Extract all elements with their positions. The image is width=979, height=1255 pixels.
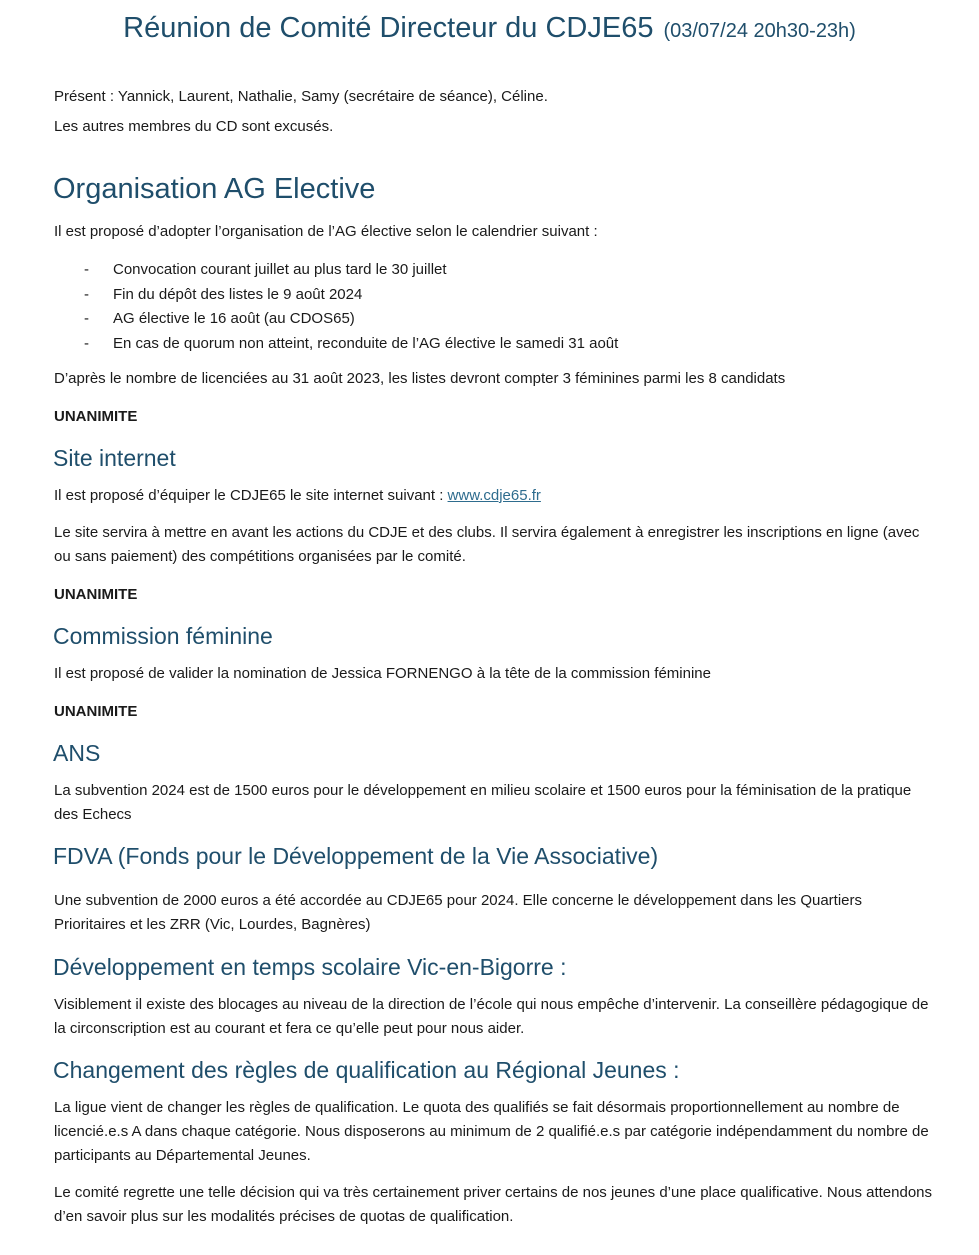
meeting-date: (03/07/24 20h30-23h): [663, 20, 856, 42]
ag-vote: UNANIMITE: [54, 408, 138, 425]
list-item-text: Convocation courant juillet au plus tard le 30 juillet: [113, 261, 447, 278]
list-item-text: AG élective le 16 août (au CDOS65): [113, 310, 355, 327]
vic-body: Visiblement il existe des blocages au niveau de la direction de l’école qui nous empêche d’intervenir. La conseillère pédagogique de la circonscription est au courant et fera ce qu’elle peut pour nous aider.: [54, 996, 929, 1037]
ag-note: D’après le nombre de licenciées au 31 août 2023, les listes devront compter 3 féminines parmi les 8 candidats: [54, 370, 786, 387]
dash-bullet: -: [84, 310, 89, 327]
ans-body: La subvention 2024 est de 1500 euros pour le développement en milieu scolaire et 1500 euros pour la féminisation de la pratique des Echecs: [54, 782, 912, 823]
commission-vote: UNANIMITE: [54, 703, 138, 720]
site-intro-text: Il est proposé d’équiper le CDJE65 le site internet suivant :: [54, 487, 448, 504]
heading-fdva: FDVA (Fonds pour le Développement de la Vie Associative): [53, 843, 659, 869]
regional-body-1: La ligue vient de changer les règles de qualification. Le quota des qualifiés se fait désormais proportionnellement au nombre de licencié.e.s A dans chaque catégorie. Nous disposerons au minimum de 2 qualifié.e.s par catégorie indépendamment du nombre de participants au Départemental Jeunes.: [54, 1099, 929, 1164]
heading-commission-feminine: Commission féminine: [53, 623, 273, 649]
heading-site-internet: Site internet: [53, 445, 176, 471]
site-vote: UNANIMITE: [54, 586, 138, 603]
list-item: [84, 258, 618, 283]
list-item: [84, 283, 618, 308]
heading-vic-en-bigorre: Développement en temps scolaire Vic-en-Bigorre :: [53, 954, 567, 980]
site-intro: [54, 484, 934, 508]
fdva-body: Une subvention de 2000 euros a été accordée au CDJE65 pour 2024. Elle concerne le développement dans les Quartiers Prioritaires et les ZRR (Vic, Lourdes, Bagnères): [54, 892, 863, 933]
dash-bullet: -: [84, 285, 89, 303]
document-title: [0, 12, 979, 45]
dash-bullet: -: [84, 261, 89, 278]
excused-line: Les autres membres du CD sont excusés.: [54, 118, 334, 135]
list-item: [84, 307, 618, 332]
site-body: Le site servira à mettre en avant les actions du CDJE et des clubs. Il servira également à enregistrer les inscriptions en ligne (avec ou sans paiement) des compétitions organisées par le comité.: [54, 524, 920, 565]
commission-body: Il est proposé de valider la nomination de Jessica FORNENGO à la tête de la commission féminine: [54, 665, 711, 682]
ag-calendar-list: [84, 258, 618, 356]
regional-body-2: Le comité regrette une telle décision qui va très certainement priver certains de nos jeunes d’une place qualificative. Nous attendons d’en savoir plus sur les modalités précises de quotas de qualification.: [54, 1184, 933, 1225]
list-item: [84, 332, 618, 357]
list-item-text: Fin du dépôt des listes le 9 août 2024: [113, 285, 363, 303]
ag-intro: Il est proposé d’adopter l’organisation de l’AG élective selon le calendrier suivant :: [54, 223, 598, 240]
heading-regional-jeunes: Changement des règles de qualification au Régional Jeunes :: [53, 1057, 680, 1083]
site-link[interactable]: www.cdje65.fr: [447, 487, 541, 504]
dash-bullet: -: [84, 334, 89, 352]
heading-ans: ANS: [53, 740, 101, 766]
title-text: Réunion de Comité Directeur du CDJE65: [123, 12, 654, 44]
list-item-text: En cas de quorum non atteint, reconduite de l’AG élective le samedi 31 août: [113, 334, 619, 352]
heading-ag-elective: Organisation AG Elective: [53, 173, 376, 205]
attendees-line: Présent : Yannick, Laurent, Nathalie, Samy (secrétaire de séance), Céline.: [54, 88, 548, 105]
